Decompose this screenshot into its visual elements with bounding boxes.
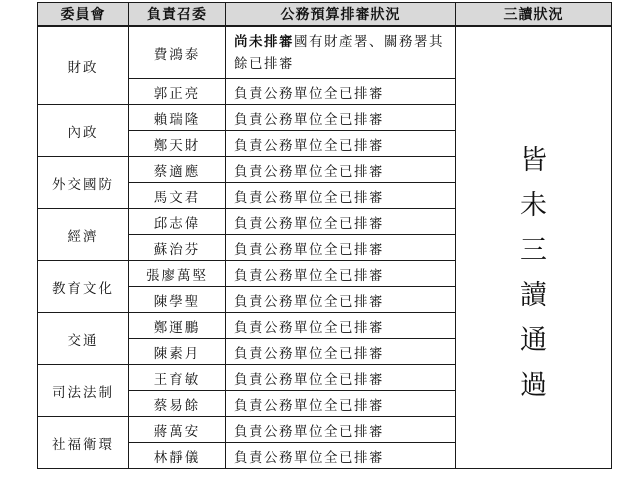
- convener-name: 馬文君: [129, 183, 226, 209]
- convener-name: 邱志偉: [129, 209, 226, 235]
- budget-review-table: [37, 2, 612, 469]
- header-budget-review-status: 公務預算排審狀況: [226, 3, 456, 27]
- review-status: 負責公務單位全已排審: [226, 235, 456, 261]
- review-status: 負責公務單位全已排審: [226, 287, 456, 313]
- review-status: 負責公務單位全已排審: [226, 131, 456, 157]
- committee-name: 教育文化: [38, 261, 129, 313]
- review-status: [226, 26, 456, 79]
- review-status: 負責公務單位全已排審: [226, 339, 456, 365]
- committee-name: 交通: [38, 313, 129, 365]
- convener-name: 郭正亮: [129, 79, 226, 105]
- convener-name: 蔡適應: [129, 157, 226, 183]
- review-status: 負責公務單位全已排審: [226, 183, 456, 209]
- convener-name: 鄭運鵬: [129, 313, 226, 339]
- committee-name: 外交國防: [38, 157, 129, 209]
- convener-name: 陳學聖: [129, 287, 226, 313]
- convener-name: 林靜儀: [129, 443, 226, 469]
- header-committee: 委員會: [38, 3, 129, 27]
- review-status: 負責公務單位全已排審: [226, 261, 456, 287]
- convener-name: 費鴻泰: [129, 26, 226, 79]
- review-status-text: 國有財產署、關務署其餘已排審: [234, 33, 444, 72]
- committee-name: 司法法制: [38, 365, 129, 417]
- convener-name: 蔡易餘: [129, 391, 226, 417]
- convener-name: 蔣萬安: [129, 417, 226, 443]
- committee-name: 經濟: [38, 209, 129, 261]
- review-status: 負責公務單位全已排審: [226, 313, 456, 339]
- committee-name: 社福衛環: [38, 417, 129, 469]
- committee-name: 內政: [38, 105, 129, 157]
- review-status: 負責公務單位全已排審: [226, 209, 456, 235]
- convener-name: 鄭天財: [129, 131, 226, 157]
- header-convener: 負責召委: [129, 3, 226, 27]
- table-row: [38, 26, 612, 79]
- convener-name: 王育敏: [129, 365, 226, 391]
- third-reading-text: 皆未三讀通過: [520, 144, 547, 401]
- review-status: 負責公務單位全已排審: [226, 443, 456, 469]
- review-status: 負責公務單位全已排審: [226, 105, 456, 131]
- review-status: 負責公務單位全已排審: [226, 157, 456, 183]
- table-header-row: [38, 3, 612, 27]
- committee-name: 財政: [38, 26, 129, 105]
- review-status: 負責公務單位全已排審: [226, 391, 456, 417]
- convener-name: 蘇治芬: [129, 235, 226, 261]
- convener-name: 賴瑞隆: [129, 105, 226, 131]
- convener-name: 張廖萬堅: [129, 261, 226, 287]
- review-status: 負責公務單位全已排審: [226, 417, 456, 443]
- header-third-reading-status: 三讀狀況: [456, 3, 612, 27]
- review-status-highlight: 尚未排審: [234, 33, 294, 50]
- convener-name: 陳素月: [129, 339, 226, 365]
- third-reading-status: [456, 26, 612, 469]
- review-status: 負責公務單位全已排審: [226, 79, 456, 105]
- review-status: 負責公務單位全已排審: [226, 365, 456, 391]
